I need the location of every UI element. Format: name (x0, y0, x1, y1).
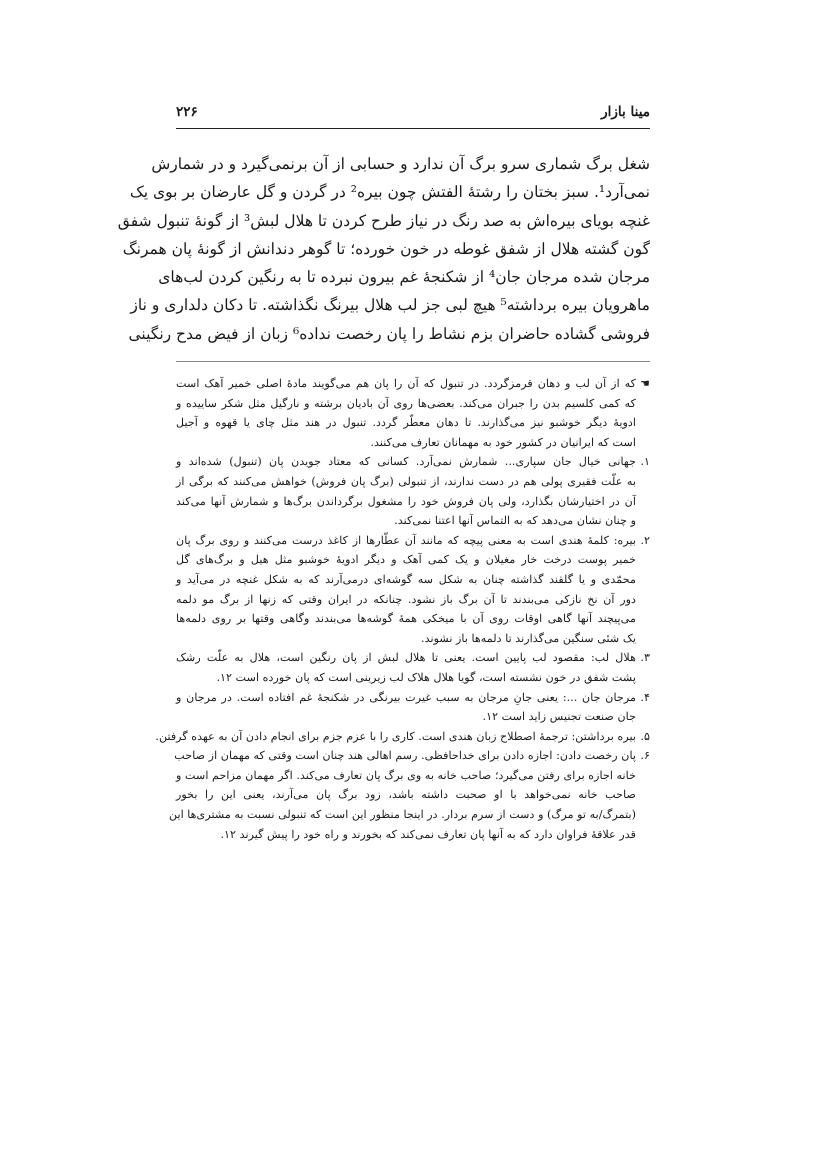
footnote-line: بیره: کلمهٔ هندی است به معنی پیچه که مانند آن عطّارها از کاغذ درست می‌کنند و روی برگ پان (176, 533, 636, 547)
main-text-line: غنچه بویای بیره‌اش به صد رنگ در نیاز طرح کردن تا هلال لبش³ از گونهٔ تنبول شفق (117, 211, 650, 230)
footnote-line: دور آن نخ نازکی می‌بندند تا آن برگ باز نشود. چنانکه در ایران وقتی که زنها از برگ مو دلمه (176, 592, 636, 606)
page-number: ۲۲۶ (176, 104, 198, 120)
footnote-line: خانه اجازه برای رفتن می‌گیرد؛ صاحب خانه به وی برگ پان تعارف می‌کند. اگر مهمان مزاحم است و (176, 768, 636, 782)
running-header (176, 104, 650, 124)
footnote-line: آن در اختیارشان بگذارد، ولی پان فروش خود را مشغول برگرداندن برگ‌ها و شمارش آنها می‌کند (176, 494, 636, 508)
main-text-line: فروشی گشاده حاضران بزم نشاط را پان رخصت نداده⁶ زبان از فیض مدح رنگینی (128, 324, 650, 343)
footnote-marker: ۲. (640, 533, 650, 547)
footnote-marker: ۶. (640, 749, 650, 763)
footnote-line: جهانی خیال جان سپاری... شمارش نمی‌آرد. کسانی که معتاد جویدن پان (تنبول) شده‌اند و (176, 455, 636, 469)
main-text (117, 150, 650, 348)
footnote-line: بیره برداشتن: ترجمهٔ اصطلاح زبان هندی است. کاری را با عزم جزم برای انجام دادن آن به عهده گرفتن. (155, 729, 636, 743)
main-text-line: مرجان شده مرجان جان⁴ از شکنجهٔ غم بیرون نبرده تا به رنگین کردن لب‌های (158, 268, 650, 287)
footnote-line: خمیر پوست درخت خار مغیلان و یک کمی آهک و دیگر ادویهٔ خوشبو مثل هیل و برگ‌های گل (176, 553, 636, 567)
footnote-line: یک شئی سنگین می‌گذارند تا دلمه‌ها باز نشوند. (421, 631, 636, 645)
footnote-marker: ۵. (640, 729, 650, 743)
footnote-line: مرجان جان ...: یعنی جانِ مرجان به سبب غیرت بیرنگی در شکنجهٔ غم افتاده است. در مرجان و (176, 690, 636, 704)
footnote-line: محمّدی و یا گلقند گذاشته چنان به شکل سه گوشه‌ای درمی‌آرند که به شکل غنچه در می‌آید و (176, 572, 636, 586)
footnote-line: که از آن لب و دهان قرمزگردد. در تنبول که آن را پان هم می‌گویند مادهٔ اصلی خمیر آهک است (176, 377, 636, 390)
footnote (176, 452, 650, 530)
footnote-line: و چنان نشان می‌دهد که به التماس آنها اعتنا نمی‌کند. (394, 514, 636, 528)
book-title: مینا بازار (601, 104, 650, 120)
footnote-rule (176, 361, 650, 362)
footnote-line: پان رخصت دادن: اجازه دادن برای خداحافظی. رسم اهالی هند چنان است وقتی که مهمان از صاحب (174, 749, 636, 763)
footnote-marker: ۱. (640, 455, 650, 469)
footnote-line: به علّت فقیری پولی هم در دست ندارند، از تنبولی (برگ پان فروش) خواهش می‌کنند که برگی از (176, 474, 636, 488)
footnote-line: پشت شفق در خون نشسته است، گویا هلال هلاک لب زیرینی است که پان خورده است ۱۲. (216, 670, 636, 684)
footnote (155, 727, 650, 747)
footnotes (155, 374, 650, 844)
header-rule (176, 128, 650, 129)
footnote-marker: ۴. (640, 690, 650, 704)
main-text-line: ماهرویان بیره برداشته⁵ هیچ لبی جز لب هلال بیرنگ نگذاشته. تا دکان دلداری و ناز (130, 296, 650, 315)
footnote-line: قدر علاقهٔ فراوان دارد که به آنها پان تعارف نمی‌کند که بخورند و راه خود را پیش گیرند ۱۲. (220, 827, 636, 841)
footnote-line: هلال لب: مقصود لب پایین است. یعنی تا هلال لبش از پان رنگین است، هلال به علّت رشک (176, 651, 636, 665)
footnote-line: صاحب خانه نمی‌خواهد با او صحبت داشته باشد، زود برگ پان می‌آرند، یعنی این را بخور (176, 788, 636, 802)
footnote-line: جان صنعت تجنیس زاید است ۱۲. (482, 710, 636, 724)
main-text-line: شغل برگ شماری سرو برگ آن ندارد و حسابی از آن برنمی‌گیرد و در شمارش (151, 155, 650, 173)
footnote (176, 648, 650, 687)
main-text-line: گون گشته هلال از شفق غوطه در خون خورده؛ تا گوهر دندانش از گونهٔ پان همرنگ (122, 239, 650, 258)
footnote (176, 688, 650, 727)
footnote-line: است که ایرانیان در کشور خود به مهمانان تعارف می‌کنند. (370, 435, 636, 449)
footnote-line: (بتمرگ/به تو مرگ) و دست از سرم بردار. در اینجا منظور این است که تنبولی نسبت به مشتری‌ها این (168, 808, 636, 822)
main-text-line: نمی‌آرد¹. سبز بختان را رشتهٔ الفتش چون بیره² در گردن و گل عارضان بر بوی یک (129, 183, 650, 202)
footnote-marker: ☚ (639, 377, 650, 390)
footnote-line: ادویهٔ دیگر خوشبو نیز می‌گذارند. تا دهان معطّر گردد. تنبول در هند مثل چای یا قهوه و آجیل (176, 416, 636, 430)
footnote (176, 531, 650, 649)
footnote-marker: ۳. (640, 651, 650, 665)
footnote-line: که کمی کلسیم بدن را جبران می‌کند. بعضی‌ها روی آن بادیان برشته و نارگیل مثل شکر ساییده و (176, 396, 636, 410)
footnote (168, 746, 650, 844)
footnote (176, 374, 650, 452)
footnote-line: می‌پیچند آنها گاهی اوقات روی آن با میخکی همهٔ گوشه‌ها می‌بندند وگاهی وقتها بر روی دلمه‌ها (176, 612, 636, 626)
